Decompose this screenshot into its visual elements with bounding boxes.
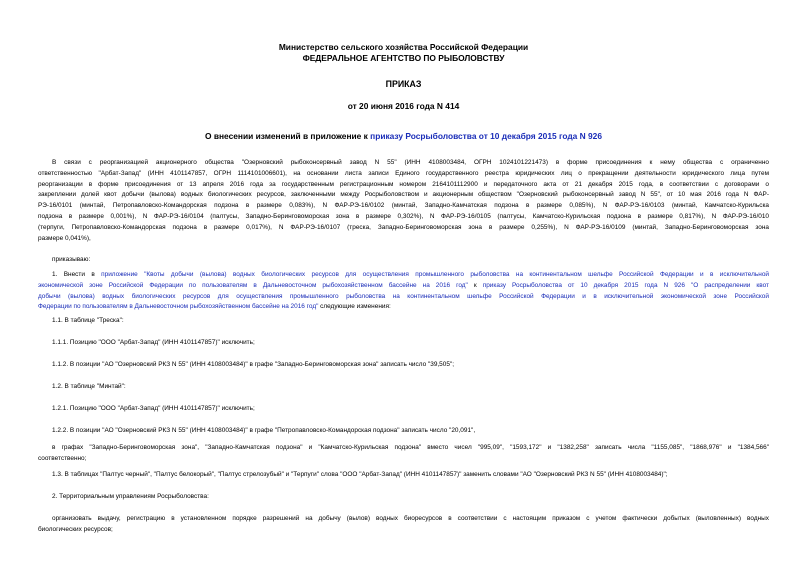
order-926-link[interactable]: добычи (вылова) водных биологических ресурсов для осуществления промышленного рыболовства на континентальном шельфе Российской Федерации и в исключительной экономической зоне Российской [38,292,769,300]
order-clause [38,255,769,266]
item-2-text [38,514,769,536]
item-text: 1.1.2. В позиции "АО "Озерновский РКЗ N 55" (ИНН 4108003484)" в графе "Западно-Беринговоморская зона" записать число "39,505"; [52,361,454,368]
item-text: 1.2.2. В позиции "АО "Озерновский РКЗ N 55" (ИНН 4108003484)" в графе "Петропавловско-Командорская подзона" записать число "20,091", [52,427,476,434]
item-1-line [38,270,769,281]
item-text: 1.2. В таблице "Минтай": [52,383,126,390]
item-1-2-2-continued [38,443,769,465]
preamble-line: закреплении долей квот добычи (вылова) водных биологических ресурсов, заключенными между Росрыболовством и акционерным обществом "Озерновский рыбоконсервный завод N 55", от 10 мая 2016 года N ФАР- [38,191,769,199]
item-2 [38,492,769,503]
item-1-suffix: следующие изменения: [318,303,391,311]
item-1-3 [38,470,769,481]
preamble-line: реорганизации в форме присоединения от 13 апреля 2016 года за государственным регистрационным номером 2164101112900 и передаточного акта от 21 декабря 2015 года, в соответствии с договорами о [38,180,769,188]
preamble-paragraph [38,158,769,244]
item-text: 1.1.1. Позицию "ООО "Арбат-Запад" (ИНН 4101147857)" исключить; [52,339,255,346]
document-date-number: от 20 июня 2016 года N 414 [347,101,460,111]
item-1-line [38,281,769,292]
preamble-line: ответственностью "Арбат-Запад" (ИНН 4101147857, ОГРН 1114101006601), на основании листа записи Единого государственного реестра юридических лиц о прекращении деятельности юридического лица путем [38,169,769,177]
appendix-link[interactable]: приложение "Квоты добычи (вылова) водных биологических ресурсов для осуществления промышленного рыболовства на континентальном шельфе Российской Федерации и в исключительной [101,271,769,278]
item-text: биологических ресурсов; [38,525,113,533]
item-1-connector: к [467,281,483,289]
item-text: 1.1. В таблице "Треска": [52,317,124,324]
document-subject [0,131,807,141]
item-1-2-2 [38,426,769,437]
order-926-link[interactable]: приказу Росрыболовства от 10 декабря 2015 года N 926 [370,131,602,141]
preamble-line: РЭ-16/0101 (минтай, Петропавловско-Командорская подзона в размере 0,083%), N ФАР-РЭ-16/0102 (минтай, Западно-Камчатская подзона в размере 0,085%), N ФАР-РЭ-16/0103 (минтай, Камчатско-Курильска [38,202,769,210]
item-text: 1.3. В таблицах "Палтус черный", "Палтус белокорый", "Палтус стрелозубый" и "Терпуги" слова "ООО "Арбат-Запад" (ИНН 4101147857)" заменить словами "АО "Озерновский РКЗ N 55" (ИНН 4108003484)"; [52,471,668,478]
item-1-1 [38,316,769,327]
order-926-link[interactable]: Федерации по пользователям в Дальневосточном рыбохозяйственном бассейне на 2016 год" [38,303,319,311]
item-1-2-1 [38,404,769,415]
ministry-name: Министерство сельского хозяйства Российской Федерации [278,42,529,52]
prikazyvayu-text: приказываю: [52,256,91,263]
item-text: соответственно; [38,454,87,462]
item-text: в графах "Западно-Беринговоморская зона", "Западно-Камчатская подзона" и "Камчатско-Курильская подзона" вместо чисел "995,09", "1593,172" и "1382,258" записать числа "1155,085", "1868,976" и "1384,566" [52,444,769,451]
subject-prefix: О внесении изменений в приложение к [205,131,371,141]
order-926-link[interactable]: приказу Росрыболовства от 10 декабря 2015 года N 926 "О распределении квот [482,281,769,289]
item-1-1-1 [38,338,769,349]
item-text: 1.2.1. Позицию "ООО "Арбат-Запад" (ИНН 4101147857)" исключить; [52,405,255,412]
preamble-line: размере 0,041%), [38,234,91,242]
preamble-line: (терпуги, Петропавловско-Командорская подзона в размере 0,017%), N ФАР-РЭ-16/0107 (треска, Западно-Беринговоморская зона в размере 0,255%), N ФАР-РЭ-16/0109 (минтай, Западно-Беринговоморская зона [38,223,769,231]
item-1-line [38,292,769,303]
preamble-line: подзона в размере 0,001%), N ФАР-РЭ-16/0104 (палтусы, Западно-Беринговоморская зона в размере 0,302%), N ФАР-РЭ-16/0105 (палтусы, Камчатско-Курильская подзона в размере 0,817%), N ФАР-РЭ-16/010 [38,212,769,220]
document-type: ПРИКАЗ [385,79,422,89]
item-1-paragraph [38,270,769,313]
appendix-link[interactable]: экономической зоне Российской Федерации по пользователям в Дальневосточном рыбохозяйственном бассейне на 2016 год" [38,281,468,289]
item-1-line [38,302,769,313]
item-1-1-2 [38,360,769,371]
item-text: организовать выдачу, регистрацию в установленном порядке разрешений на добычу (вылов) водных биоресурсов в соответствии с настоящим приказом с учетом фактически добытых (выловленных) водных [52,515,769,522]
item-1-prefix: 1. Внести в [52,271,102,278]
agency-name: ФЕДЕРАЛЬНОЕ АГЕНТСТВО ПО РЫБОЛОВСТВУ [302,53,505,63]
preamble-line: В связи с реорганизацией акционерного общества "Озерновский рыбоконсервный завод N 55" (ИНН 4108003484, ОГРН 1024101221473) в форме присоединения к нему общества с ограниченно [52,159,769,166]
item-1-2 [38,382,769,393]
item-text: 2. Территориальным управлениям Росрыболовства: [52,493,209,500]
